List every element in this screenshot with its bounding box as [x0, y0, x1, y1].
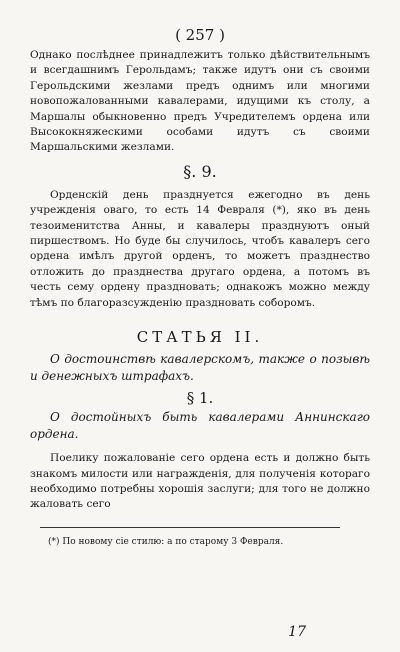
article-subtitle: О достоинствѣ кавалерскомъ, также о позывѣ и денежныхъ штрафахъ. — [30, 352, 370, 384]
signature-mark: 17 — [288, 624, 306, 640]
footnote-divider — [40, 527, 340, 528]
paragraph-conferment: Поелику пожалованіе сего ордена есть и должно быть знакомъ милости или награжденія, для полученія котораго необходимо потребны хорошія заслуги; для того не должно жаловать сего — [30, 452, 370, 511]
footnote: (*) По новому сіе стилю: а по старому 3 Февраля. — [48, 536, 284, 547]
section-title-worthy: О достойныхъ быть кавалерами Аннинскаго ордена. — [30, 410, 370, 442]
page-number: ( 257 ) — [175, 26, 225, 44]
paragraph-heralds: Однако послѣднее принадлежитъ только дѣйствительнымъ и всегдашнимъ Герольдамъ; также идутъ они съ своими Герольдскими жезлами предъ однимъ или многими новопожалованными кавалерами, идущими къ столу, а Маршалы обыкновенно предъ Учредителемъ ордена или Высококняжескими особами идутъ съ своими Маршальскими жезлами. — [30, 49, 370, 154]
paragraph-order-day: Орденскій день празднуется ежегодно въ день учрежденія оваго, то есть 14 Февраля (*), яко въ день тезоименитства Анны, и кавалеры празднуютъ оный пиршествомъ. Но буде бы случилось, чтобъ кавалеръ сего ордена имѣлъ другой орденъ, то можетъ празднество отложить до празднества другаго ордена, а потомъ въ честь сему ордену праздновать; однакожъ можно между тѣмъ по благоразсужденію праздновать соборомъ. — [30, 188, 370, 309]
section-heading-9: §. 9. — [183, 161, 217, 181]
article-title: СТАТЬЯ II. — [136, 328, 264, 347]
section-heading-1: § 1. — [186, 389, 214, 408]
